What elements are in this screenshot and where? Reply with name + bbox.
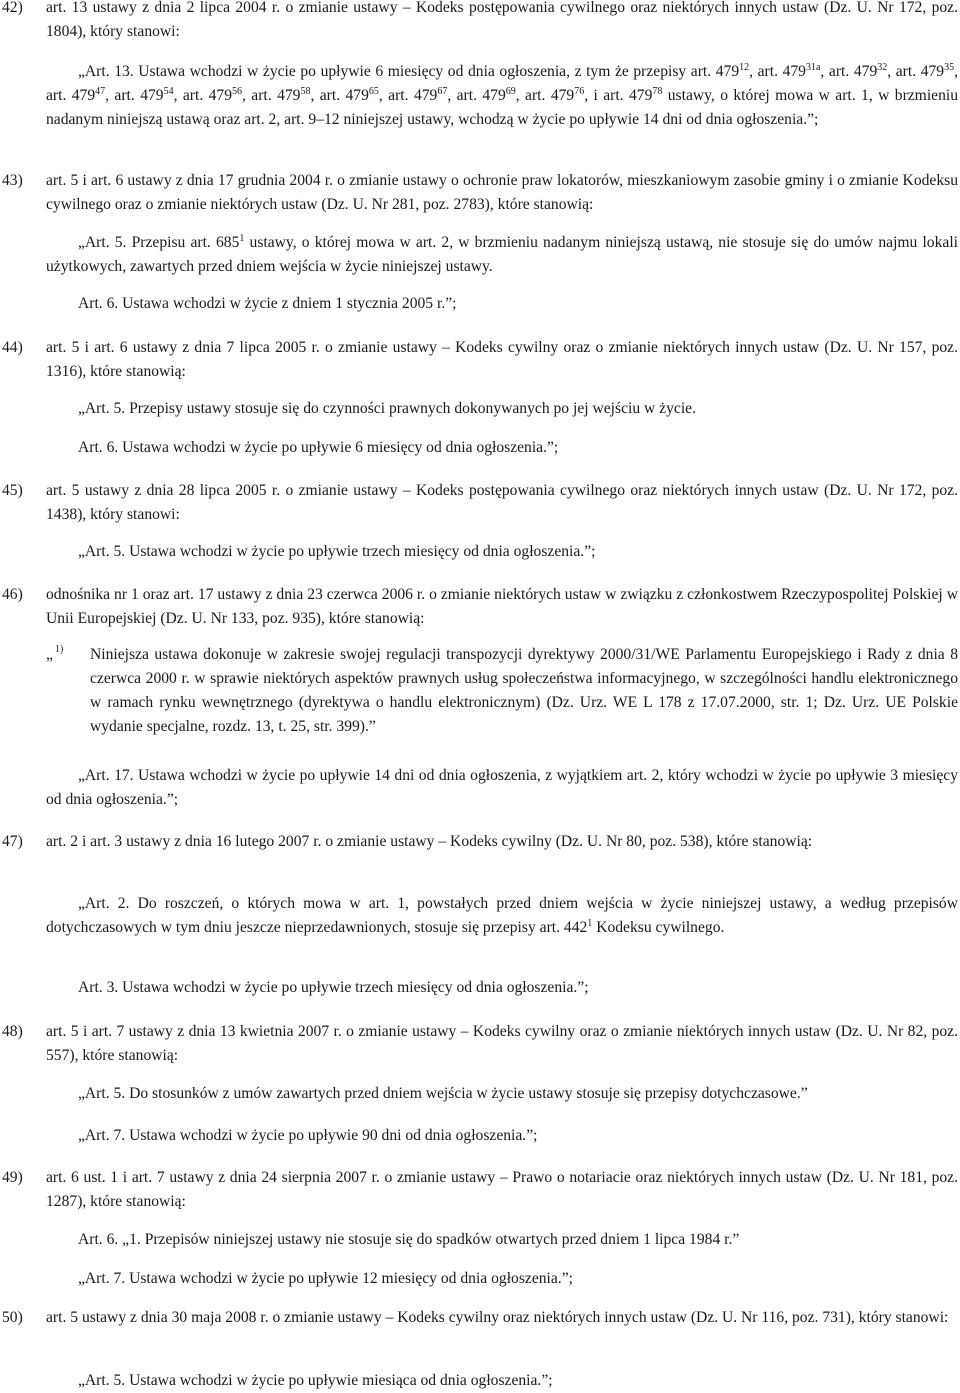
item-intro: art. 13 ustawy z dnia 2 lipca 2004 r. o zmianie ustawy – Kodeks postępowania cywilnego oraz niektórych innych ustaw (Dz. U. Nr 172, poz. 1804), który stanowi:	[46, 0, 958, 40]
article-ref: $479^{65}$	[345, 86, 379, 104]
item-intro: art. 5 i art. 6 ustawy z dnia 17 grudnia 2004 r. o zmianie ustawy o ochronie praw lokatorów, mieszkaniowym zasobie gminy i o zmianie Kodeksu cywilnego oraz o zmianie niektórych ustaw (Dz. U. Nr 281, poz. 2783), które stanowią:	[46, 172, 958, 213]
article-ref: $479^{54}$	[140, 86, 174, 104]
quoted-article: „Art. 7. Ustawa wchodzi w życie po upływie 90 dni od dnia ogłoszenia.”;	[78, 1127, 538, 1144]
quoted-article: „Art. 5. Ustawa wchodzi w życie po upływie trzech miesięcy od dnia ogłoszenia.”;	[78, 543, 596, 560]
article-ref: $479^{69}$	[482, 86, 516, 104]
list-item-47	[0, 830, 960, 854]
footnote-marker: 1)	[55, 644, 64, 655]
list-item-43	[0, 169, 960, 217]
article-ref: $479^{35}$	[920, 62, 955, 80]
item-intro: art. 2 i art. 3 ustawy z dnia 16 lutego 2007 r. o zmianie ustawy – Kodeks cywilny (Dz. U. Nr 80, poz. 538), które stanowią:	[46, 833, 813, 850]
quoted-article: „Art. 5. Przepisy ustawy stosuje się do czynności prawnych dokonywanych po jej wejściu w życie.	[78, 400, 696, 417]
list-item-46	[0, 583, 960, 631]
quoted-article: „Art. 5. Do stosunków z umów zawartych przed dniem wejścia w życie ustawy stosuje się przepisy dotychczasowe.”	[78, 1085, 808, 1102]
item-intro: art. 5 ustawy z dnia 28 lipca 2005 r. o zmianie ustawy – Kodeks postępowania cywilnego oraz niektórych innych ustaw (Dz. U. Nr 172, poz. 1438), który stanowi:	[46, 482, 958, 523]
footnote-quote-mark: „	[46, 646, 53, 663]
list-item-50	[0, 1306, 960, 1330]
footnote-text: Niniejsza ustawa dokonuje w zakresie swojej regulacji transpozycji dyrektywy 2000/31/WE Parlamentu Europejskiego i Rady z dnia 8 czerwca 2000 r. w sprawie niektórych aspektów prawnych usług społeczeństwa informacyjnego, w szczególności handlu elektronicznego w ramach rynku wewnętrznego (dyrektywa o handlu elektronicznym) (Dz. Urz. WE L 178 z 17.07.2000, str. 1; Dz. Urz. UE Polskie wydanie specjalne, rozdz. 13, t. 25, str. 399).”	[90, 646, 958, 735]
item-intro: art. 5 i art. 6 ustawy z dnia 7 lipca 2005 r. o zmianie ustawy – Kodeks cywilny oraz o zmianie niektórych innych ustaw (Dz. U. Nr 157, poz. 1316), które stanowią:	[46, 339, 958, 380]
item-number: 49)	[2, 1169, 23, 1186]
article-ref: $479^{12}$	[715, 62, 750, 80]
article-ref: $479^{56}$	[208, 86, 243, 104]
article-ref: $479^{32}$	[853, 62, 888, 80]
item-intro: odnośnika nr 1 oraz art. 17 ustawy z dnia 23 czerwca 2006 r. o zmianie niektórych ustaw w związku z członkostwem Rzeczypospolitej Polskiej w Unii Europejskiej (Dz. U. Nr 133, poz. 935), które stanowią:	[46, 586, 958, 627]
list-item-44	[0, 336, 960, 384]
item-intro: art. 6 ust. 1 i art. 7 ustawy z dnia 24 sierpnia 2007 r. o zmianie ustawy – Prawo o notariacie oraz niektórych innych ustaw (Dz. U. Nr 181, poz. 1287), które stanowią:	[46, 1169, 958, 1210]
item-number: 48)	[2, 1023, 23, 1040]
quoted-article: „Art. 2. Do roszczeń, o których mowa w art. 1, powstałych przed dniem wejścia w życie niniejszej ustawy, a według przepisów dotychczasowych w tym dniu jeszcze nieprzedawnionych, stosuje się przepisy art. $442^1$ Kodeksu cywilnego.	[46, 895, 958, 936]
item-number: 42)	[2, 0, 23, 16]
quoted-article: „Art. 7. Ustawa wchodzi w życie po upływie 12 miesięcy od dnia ogłoszenia.”;	[78, 1270, 573, 1287]
quoted-article: „Art. 5. Przepisu art. $685^1$ ustawy, o której mowa w art. 2, w brzmieniu nadanym niniejszą ustawą, nie stosuje się do umów najmu lokali użytkowych, zawartych przed dniem wejścia w życie niniejszej ustawy.	[46, 233, 958, 275]
ref-conjunction: i art.	[593, 87, 629, 104]
quoted-article: „Art. 17. Ustawa wchodzi w życie po upływie 14 dni od dnia ogłoszenia, z wyjątkiem art. 2, który wchodzi w życie po upływie 3 miesięcy od dnia ogłoszenia.”;	[46, 767, 958, 808]
article-ref: $479^{78}$	[628, 86, 663, 104]
item-number: 43)	[2, 172, 23, 189]
quoted-article: Art. 6. Ustawa wchodzi w życie z dniem 1 stycznia 2005 r.”;	[78, 295, 457, 312]
quoted-article: Art. 3. Ustawa wchodzi w życie po upływie trzech miesięcy od dnia ogłoszenia.”;	[78, 979, 589, 996]
article-ref: $479^{47}$	[71, 86, 106, 104]
list-item-49	[0, 1166, 960, 1214]
item-number: 50)	[2, 1309, 23, 1326]
item-number: 44)	[2, 339, 23, 356]
article-ref: $479^{67}$	[413, 86, 448, 104]
list-item-45	[0, 479, 960, 527]
list-item-48	[0, 1020, 960, 1068]
article-ref: $479^{76}$	[550, 86, 585, 104]
item-intro: art. 5 ustawy z dnia 30 maja 2008 r. o zmianie ustawy – Kodeks cywilny oraz niektórych innych ustaw (Dz. U. Nr 116, poz. 731), który stanowi:	[46, 1309, 949, 1326]
article-ref: $479^{31a}$	[782, 62, 821, 80]
quoted-article: Art. 6. Ustawa wchodzi w życie po upływie 6 miesięcy od dnia ogłoszenia.”;	[78, 439, 559, 456]
article-ref: $479^{58}$	[277, 86, 311, 104]
item-number: 46)	[2, 586, 23, 603]
article-references: $479^{12}$, art. $479^{31a}$, art. $479^{32}$, art. $479^{35}$, art. $479^{47}$, art. $479^{54}$, art. $479^{56}$, art. $479^{58}$, art. $479^{65}$, art. $479^{67}$, art. $479^{69}$, art. $479^{76}$, i art. $479^{78}$	[46, 62, 958, 104]
quoted-article: Art. 6. „1. Przepisów niniejszej ustawy nie stosuje się do spadków otwartych przed dniem 1 lipca 1984 r.”	[78, 1231, 740, 1248]
item-intro: art. 5 i art. 7 ustawy z dnia 13 kwietnia 2007 r. o zmianie ustawy – Kodeks cywilny oraz o zmianie niektórych innych ustaw (Dz. U. Nr 82, poz. 557), które stanowią:	[46, 1023, 958, 1064]
quoted-article: „Art. 13. Ustawa wchodzi w życie po upływie 6 miesięcy od dnia ogłoszenia, z tym że przepisy art. $479^{12}$, art. $479^{31a}$, art. $479^{32}$, art. $479^{35}$, art. $479^{47}$, art. $479^{54}$, art. $479^{56}$, art. $479^{58}$, art. $479^{65}$, art. $479^{67}$, art. $479^{69}$, art. $479^{76}$, i art. $479^{78}$ ustawy, o której mowa w art. 1, w brzmieniu nadanym niniejszą ustawą oraz art. 2, art. 9–12 niniejszej ustawy, wchodzą w życie po upływie 14 dni od dnia ogłoszenia.”;	[46, 62, 958, 128]
item-number: 45)	[2, 482, 23, 499]
list-item-42	[0, 0, 960, 44]
item-number: 47)	[2, 833, 23, 850]
quoted-footnote	[46, 643, 958, 739]
quoted-article: „Art. 5. Ustawa wchodzi w życie po upływie miesiąca od dnia ogłoszenia.”;	[78, 1372, 553, 1389]
